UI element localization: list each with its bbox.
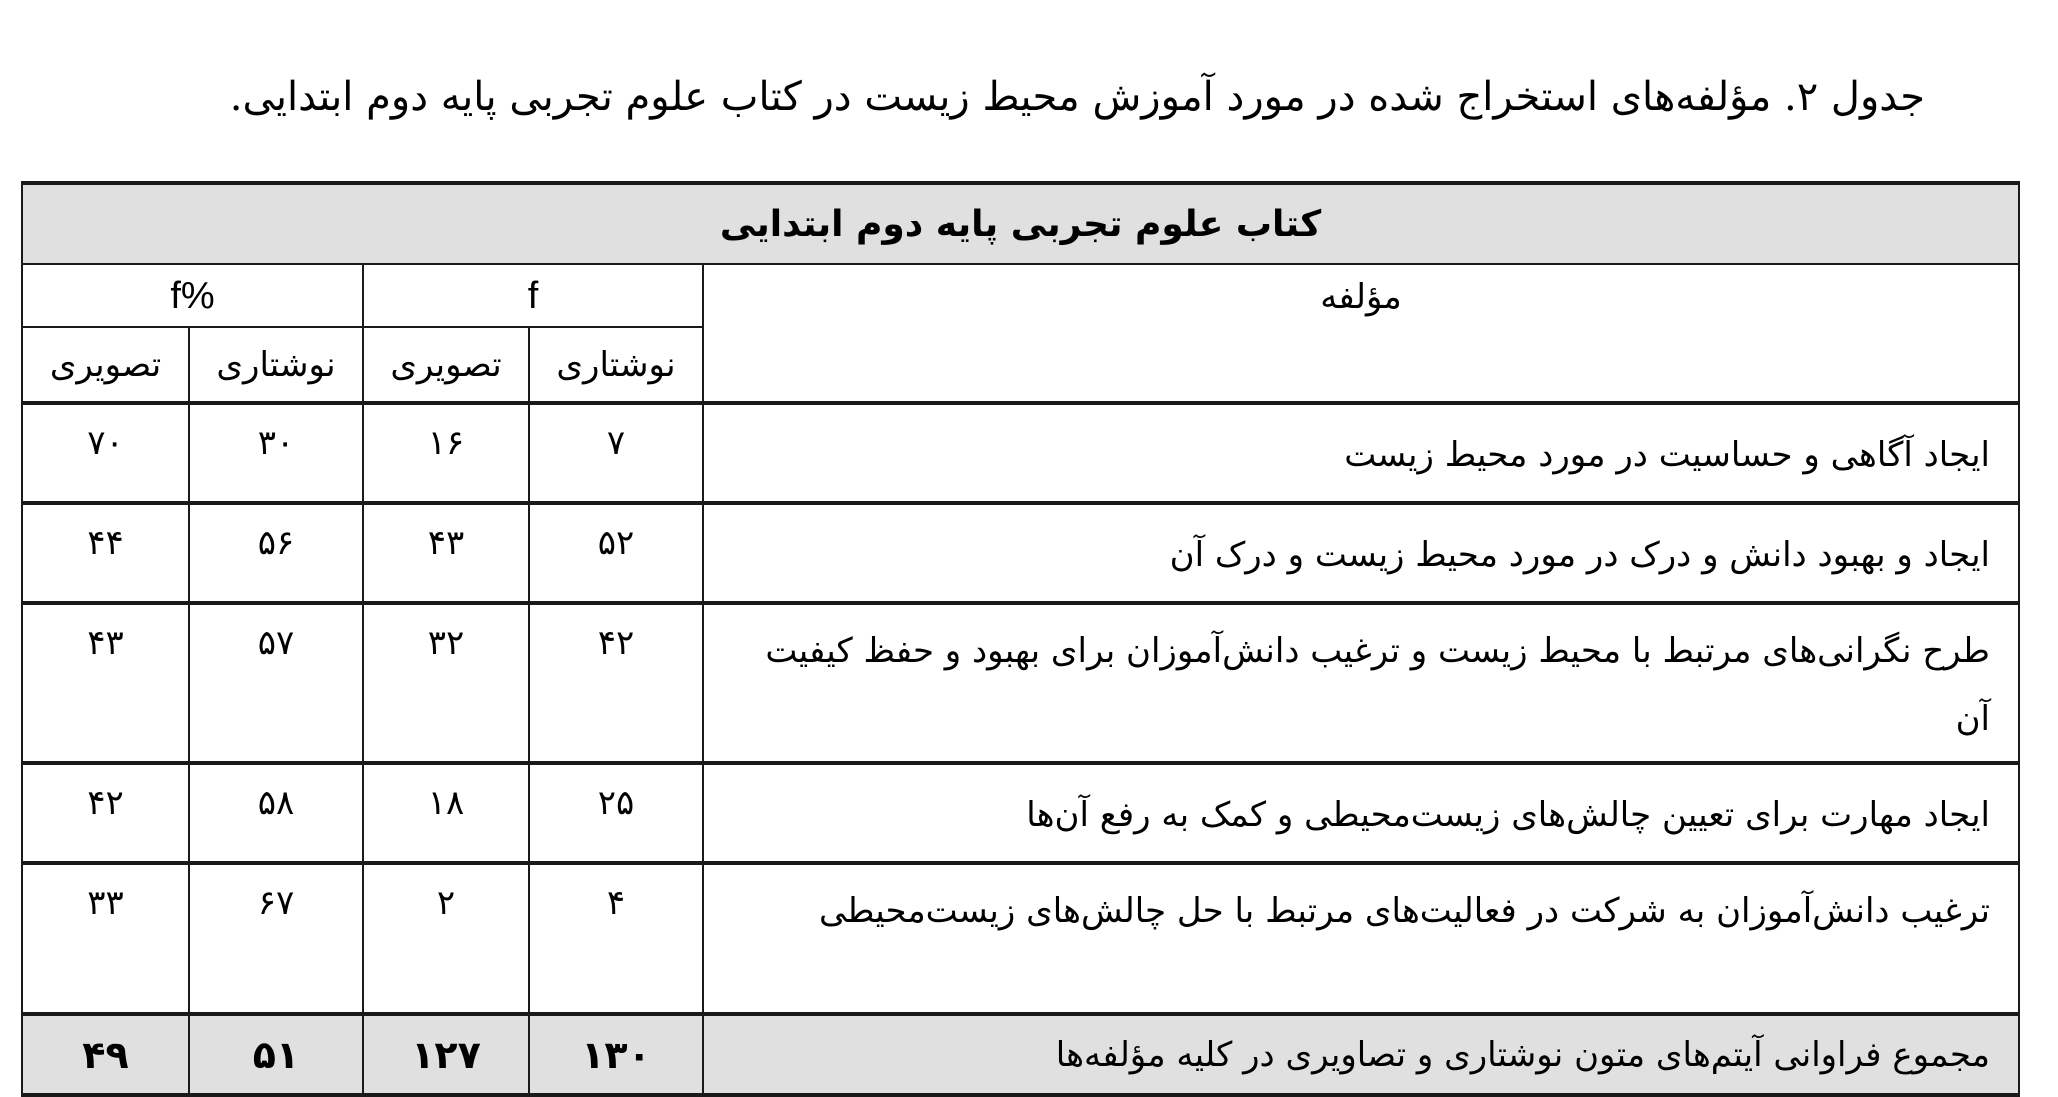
f-written-value: ۲۵ [529,763,703,863]
pf-pictorial-value: ۴۴ [22,503,189,603]
pf-pictorial-value: ۴۳ [22,603,189,763]
component-label: ایجاد و بهبود دانش و درک در مورد محیط زیست و درک آن [703,503,2019,603]
table-row [22,603,2019,763]
f-pictorial-value: ۱۸ [363,763,529,863]
pf-written-value: ۵۸ [189,763,363,863]
pf-written-header: نوشتاری [189,327,363,403]
pf-pictorial-value: ۴۲ [22,763,189,863]
total-pf-pictorial: ۴۹ [22,1014,189,1095]
f-pictorial-value: ۳۲ [363,603,529,763]
f-written-value: ۴۲ [529,603,703,763]
pf-written-value: ۵۷ [189,603,363,763]
pf-written-value: ۳۰ [189,403,363,503]
frequency-group-header: f [363,264,703,327]
component-label: ایجاد آگاهی و حساسیت در مورد محیط زیست [703,403,2019,503]
pf-pictorial-value: ۷۰ [22,403,189,503]
component-label: ایجاد مهارت برای تعیین چالش‌های زیست‌محیطی و کمک به رفع آن‌ها [703,763,2019,863]
table-row [22,403,2019,503]
components-table [21,181,2020,1097]
table-row [22,503,2019,603]
f-pictorial-value: ۱۶ [363,403,529,503]
total-label: مجموع فراوانی آیتم‌های متون نوشتاری و تصاویری در کلیه مؤلفه‌ها [703,1014,2019,1095]
percent-frequency-group-header: %f [22,264,363,327]
f-pictorial-value: ۲ [363,863,529,1014]
total-f-written: ۱۳۰ [529,1014,703,1095]
f-written-value: ۵۲ [529,503,703,603]
table-caption: جدول ۲. مؤلفه‌های استخراج شده در مورد آموزش محیط زیست در کتاب علوم تجربی پایه دوم ابتدایی. [229,74,1925,120]
total-pf-written: ۵۱ [189,1014,363,1095]
pf-pictorial-header: تصویری [22,327,189,403]
book-header-row [22,183,2019,264]
book-title-header: کتاب علوم تجربی پایه دوم ابتدایی [22,183,2019,264]
f-written-header: نوشتاری [529,327,703,403]
component-column-header: مؤلفه [703,264,2019,403]
total-f-pictorial: ۱۲۷ [363,1014,529,1095]
f-written-value: ۷ [529,403,703,503]
f-pictorial-value: ۴۳ [363,503,529,603]
total-row [22,1014,2019,1095]
f-pictorial-header: تصویری [363,327,529,403]
f-written-value: ۴ [529,863,703,1014]
table-row [22,763,2019,863]
pf-written-value: ۶۷ [189,863,363,1014]
table-row [22,863,2019,1014]
group-header-row [22,264,2019,327]
component-label: طرح نگرانی‌های مرتبط با محیط زیست و ترغیب دانش‌آموزان برای بهبود و حفظ کیفیت آن [703,603,2019,763]
pf-pictorial-value: ۳۳ [22,863,189,1014]
pf-written-value: ۵۶ [189,503,363,603]
component-label: ترغیب دانش‌آموزان به شرکت در فعالیت‌های مرتبط با حل چالش‌های زیست‌محیطی [703,863,2019,1014]
